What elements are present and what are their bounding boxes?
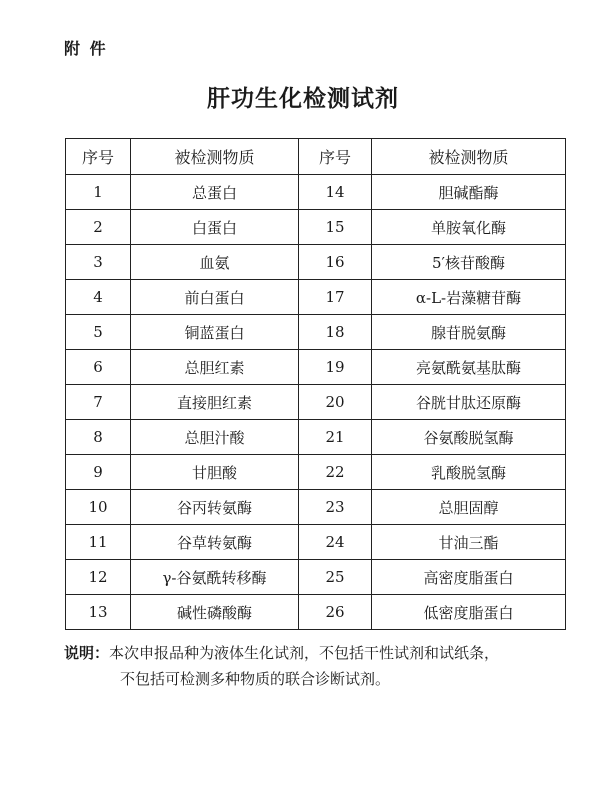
row-right-substance: 总胆固醇 [372,490,566,525]
row-left-number: 4 [66,280,131,315]
row-right-substance: α-L-岩藻糖苷酶 [372,280,566,315]
row-right-substance: 胆碱酯酶 [372,175,566,210]
row-left-substance: γ-谷氨酰转移酶 [131,560,299,595]
note-line-1: 本次申报品种为液体生化试剂，不包括干性试剂和试纸条， [109,644,500,662]
table-row [66,350,566,385]
row-left-number: 11 [66,525,131,560]
row-left-number: 2 [66,210,131,245]
table-row [66,490,566,525]
table-row [66,385,566,420]
row-right-number: 22 [299,455,372,490]
row-right-number: 21 [299,420,372,455]
row-left-substance: 铜蓝蛋白 [131,315,299,350]
header-left-number: 序号 [66,139,131,175]
row-right-substance: 谷胱甘肽还原酶 [372,385,566,420]
row-left-number: 10 [66,490,131,525]
attachment-label: 附 件 [64,39,108,58]
header-right-substance: 被检测物质 [372,139,566,175]
row-left-substance: 碱性磷酸酶 [131,595,299,630]
row-left-substance: 总胆红素 [131,350,299,385]
row-left-substance: 谷草转氨酶 [131,525,299,560]
note [64,640,564,692]
row-right-number: 23 [299,490,372,525]
header-right-number: 序号 [299,139,372,175]
row-right-substance: 腺苷脱氨酶 [372,315,566,350]
document-title: 肝功生化检测试剂 [207,86,399,112]
row-right-substance: 甘油三酯 [372,525,566,560]
row-right-substance: 亮氨酰氨基肽酶 [372,350,566,385]
table-row [66,420,566,455]
table-row [66,455,566,490]
row-right-substance: 谷氨酸脱氢酶 [372,420,566,455]
table-row [66,315,566,350]
row-left-substance: 白蛋白 [131,210,299,245]
row-right-number: 17 [299,280,372,315]
row-right-number: 16 [299,245,372,280]
row-left-number: 3 [66,245,131,280]
table-row [66,175,566,210]
header-left-substance: 被检测物质 [131,139,299,175]
row-right-number: 20 [299,385,372,420]
row-left-number: 1 [66,175,131,210]
row-right-number: 19 [299,350,372,385]
table-header-row [66,139,566,175]
row-right-number: 26 [299,595,372,630]
row-left-number: 12 [66,560,131,595]
row-left-substance: 甘胆酸 [131,455,299,490]
row-right-substance: 低密度脂蛋白 [372,595,566,630]
row-right-number: 14 [299,175,372,210]
table-row [66,280,566,315]
table-body [66,175,566,630]
note-line-2: 不包括可检测多种物质的联合诊断试剂。 [120,670,391,688]
row-left-substance: 总蛋白 [131,175,299,210]
table-row [66,245,566,280]
row-left-substance: 直接胆红素 [131,385,299,420]
row-left-number: 5 [66,315,131,350]
table-row [66,525,566,560]
row-right-substance: 单胺氧化酶 [372,210,566,245]
row-left-substance: 血氨 [131,245,299,280]
table-row [66,210,566,245]
row-right-number: 25 [299,560,372,595]
row-left-number: 7 [66,385,131,420]
row-left-number: 6 [66,350,131,385]
row-right-number: 18 [299,315,372,350]
table-row [66,560,566,595]
row-right-number: 15 [299,210,372,245]
row-right-number: 24 [299,525,372,560]
table-row [66,595,566,630]
reagent-table [65,138,566,630]
row-left-substance: 总胆汁酸 [131,420,299,455]
row-left-substance: 前白蛋白 [131,280,299,315]
row-left-number: 9 [66,455,131,490]
row-left-substance: 谷丙转氨酶 [131,490,299,525]
row-left-number: 13 [66,595,131,630]
row-right-substance: 高密度脂蛋白 [372,560,566,595]
note-label: 说明： [64,644,110,662]
row-left-number: 8 [66,420,131,455]
row-right-substance: 5′核苷酸酶 [372,245,566,280]
row-right-substance: 乳酸脱氢酶 [372,455,566,490]
